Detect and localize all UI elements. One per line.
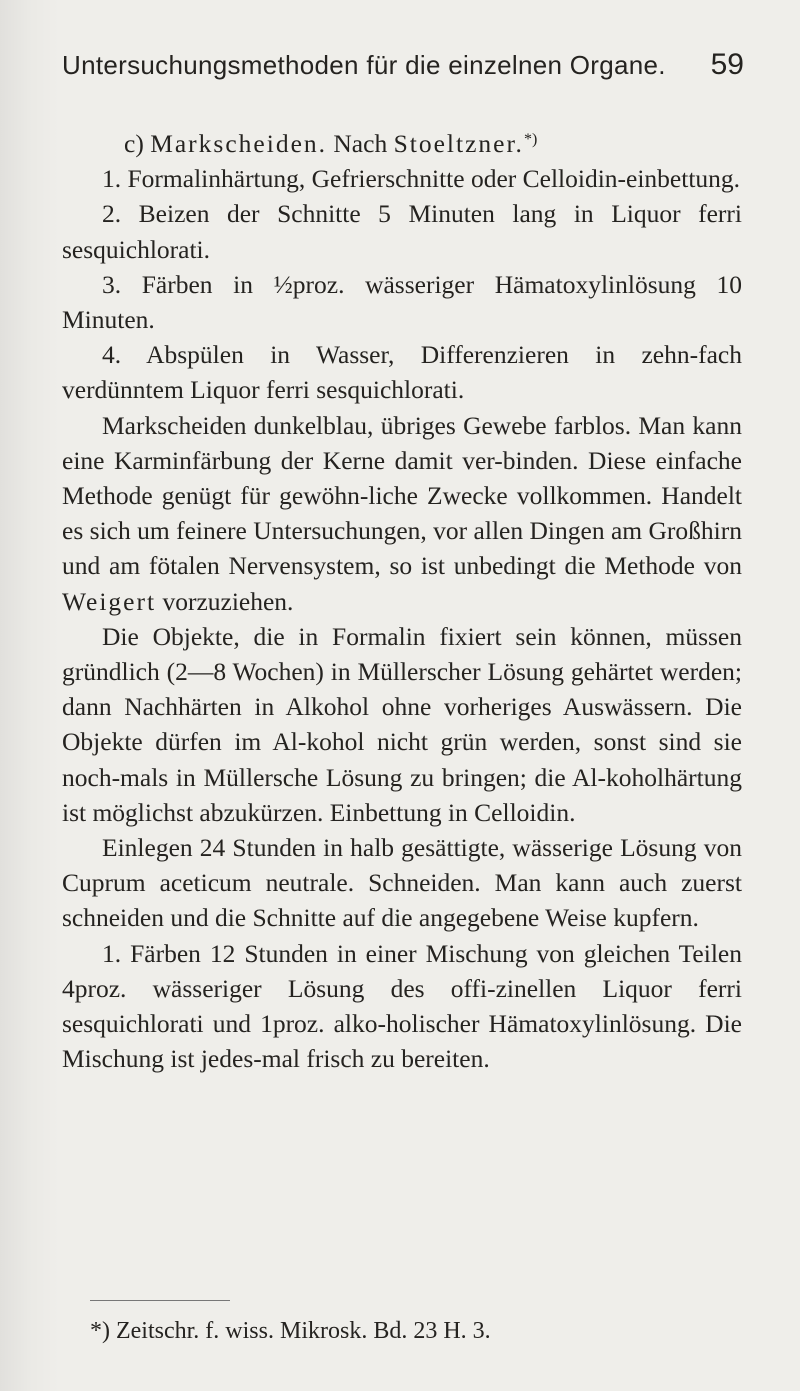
running-header [62,50,744,90]
page-number: 59 [710,48,744,81]
main-text [62,122,742,1076]
section-label: c) [124,129,144,158]
header-title: Untersuchungsmethoden für die einzelnen Organe. [62,50,666,80]
step-1: 1. Formalinhärtung, Gefrierschnitte oder Celloidin-einbettung. [102,164,741,194]
footnote-divider [90,1300,230,1301]
paragraph-copper: Einlegen 24 Stunden in halb gesättigte, wässerige Lösung von Cuprum aceticum neutrale. Schneiden. Man kann auch zuerst schneiden und die Schnitte auf die angegebene Weise kupfern. [62,833,742,933]
step-2: 2. Beizen der Schnitte 5 Minuten lang in Liquor ferri sesquichlorati. [62,199,742,264]
footnote: *) Zeitschr. f. wiss. Mikrosk. Bd. 23 H. 3. [90,1318,491,1344]
author-weigert: Weigert [62,586,157,616]
section-by: Nach [333,129,388,158]
paragraph-fixation: Die Objekte, die in Formalin fixiert sein können, müssen gründlich (2—8 Wochen) in Müllerscher Lösung gehärtet werden; dann Nachhärten in Alkohol ohne vorheriges Auswässern. Die Objekte dürfen im Al-kohol nicht grün werden, sonst sind sie noch-mals in Müllersche Lösung zu bringen; die Al-koholhärtung ist möglichst abzukürzen. Einbettung in Celloidin. [62,621,742,827]
paragraph-staining: 1. Färben 12 Stunden in einer Mischung von gleichen Teilen 4proz. wässeriger Lösung des offi-zinellen Liquor ferri sesquichlorati und 1proz. alko-holischer Hämatoxylinlösung. Die Mischung ist jedes-mal frisch zu bereiten. [62,938,742,1074]
step-3: 3. Färben in ½proz. wässeriger Hämatoxylinlösung 10 Minuten. [62,269,742,335]
section-author: Stoeltzner. [393,129,524,158]
paragraph-result-end: vorzuziehen. [162,586,294,616]
section-heading [62,122,742,161]
paragraph-result-start: Markscheiden dunkelblau, übriges Gewebe farblos. Man kann eine Karminfärbung der Kerne damit ver-binden. Diese einfache Methode genügt für gewöhn-liche Zwecke vollkommen. Handelt es sich um feinere Untersuchungen, vor allen Dingen am Großhirn und am fötalen Nervensystem, so ist unbedingt die Methode von [62,410,742,581]
footnote-marker: *) [523,131,538,148]
paragraph-result [62,408,742,619]
section-title: Markscheiden. [150,129,328,158]
step-4: 4. Abspülen in Wasser, Differenzieren in zehn-fach verdünntem Liquor ferri sesquichlorati. [62,340,742,405]
